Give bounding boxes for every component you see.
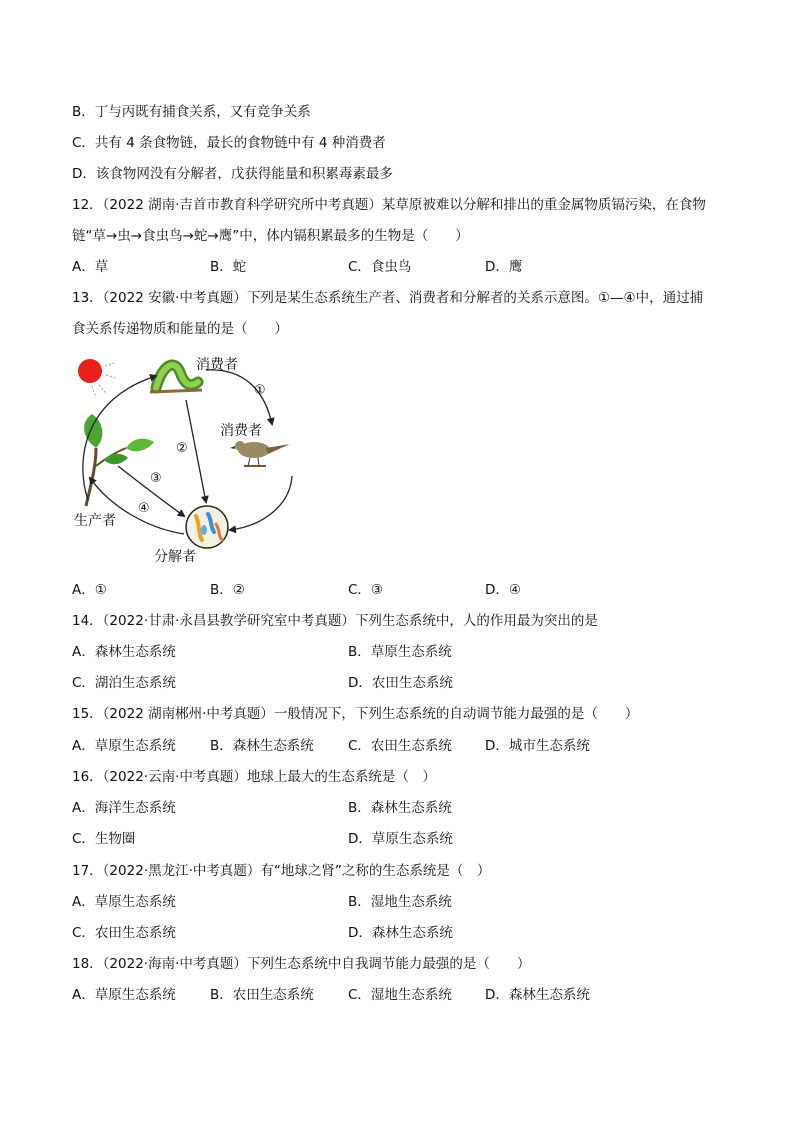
consumer-label-2: 消费者 [220, 423, 262, 439]
q15-option-a: A．草原生态系统 [72, 738, 176, 754]
q12-option-b: B．蛇 [210, 259, 247, 275]
q18-option-d: D．森林生态系统 [485, 987, 590, 1003]
plant-icon [84, 414, 154, 506]
q12-options [72, 257, 752, 277]
q17-stem: 17．（2022·黑龙江·中考真题）有“地球之肾”之称的生态系统是（ ） [72, 863, 491, 879]
q13-stem-line1: 13．（2022 安徽·中考真题）下列是某生态系统生产者、消费者和分解者的关系示意图。①—④中，通过捕 [72, 290, 704, 306]
q17-options-row1 [72, 892, 752, 912]
q16-option-c: C．生物圈 [72, 831, 136, 847]
q16-stem: 16．（2022·云南·中考真题）地球上最大的生态系统是（ ） [72, 769, 436, 785]
q13-options [72, 580, 752, 600]
q14-options-row1 [72, 642, 752, 662]
q12-stem-line1: 12．（2022 湖南·吉首市教育科学研究所中考真题）某草原被难以分解和排出的重金属物质镉污染，在食物 [72, 197, 706, 213]
decomposer-label: 分解者 [154, 549, 196, 565]
q15-option-c: C．农田生态系统 [348, 738, 452, 754]
q15-option-d: D．城市生态系统 [485, 738, 590, 754]
number-3: ③ [150, 471, 162, 486]
q14-stem: 14．（2022·甘肃·永昌县教学研究室中考真题）下列生态系统中，人的作用最为突出的是 [72, 613, 598, 629]
q16-option-d: D．草原生态系统 [348, 831, 453, 847]
q11-option-b: B．丁与丙既有捕食关系，又有竞争关系 [72, 104, 311, 120]
ecosystem-diagram [66, 348, 316, 570]
q16-option-b: B．森林生态系统 [348, 800, 452, 816]
q18-option-c: C．湿地生态系统 [348, 987, 452, 1003]
consumer-label-1: 消费者 [196, 357, 238, 373]
q18-option-b: B．农田生态系统 [210, 987, 314, 1003]
bird-icon [230, 441, 290, 466]
q17-option-a: A．草原生态系统 [72, 894, 176, 910]
microbe-icon [186, 506, 228, 548]
number-2: ② [176, 441, 188, 456]
q12-option-d: D．鹰 [485, 259, 523, 275]
q17-option-b: B．湿地生态系统 [348, 894, 452, 910]
q15-option-b: B．森林生态系统 [210, 738, 314, 754]
q11-option-d: D．该食物网没有分解者，戊获得能量和积累毒素最多 [72, 166, 393, 182]
q14-option-b: B．草原生态系统 [348, 644, 452, 660]
q15-options [72, 736, 752, 756]
q17-option-c: C．农田生态系统 [72, 925, 176, 941]
q13-stem-line2: 食关系传递物质和能量的是（ ） [72, 321, 288, 337]
q15-stem: 15．（2022 湖南郴州·中考真题）一般情况下，下列生态系统的自动调节能力最强的是（ ） [72, 706, 639, 722]
number-4: ④ [138, 501, 150, 516]
number-1: ① [254, 383, 266, 398]
q13-option-d: D．④ [485, 582, 521, 598]
q14-options-row2 [72, 673, 752, 693]
producer-label: 生产者 [74, 513, 116, 529]
q14-option-c: C．湖泊生态系统 [72, 675, 176, 691]
q17-options-row2 [72, 923, 752, 943]
q18-stem: 18．（2022·海南·中考真题）下列生态系统中自我调节能力最强的是（ ） [72, 956, 531, 972]
q17-option-d: D．森林生态系统 [348, 925, 453, 941]
caterpillar-icon [150, 365, 202, 392]
ecosystem-diagram-svg [66, 348, 316, 570]
q16-option-a: A．海洋生态系统 [72, 800, 176, 816]
q18-options [72, 985, 752, 1005]
q18-option-a: A．草原生态系统 [72, 987, 176, 1003]
sun-icon [78, 359, 116, 398]
q11-option-c: C．共有 4 条食物链，最长的食物链中有 4 种消费者 [72, 135, 386, 151]
q12-stem-line2: 链“草→虫→食虫鸟→蛇→鹰”中，体内镉积累最多的生物是（ ） [72, 228, 469, 244]
q13-option-a: A．① [72, 582, 107, 598]
q13-option-c: C．③ [348, 582, 384, 598]
q14-option-d: D．农田生态系统 [348, 675, 453, 691]
q12-option-c: C．食虫鸟 [348, 259, 412, 275]
q16-options-row1 [72, 798, 752, 818]
q12-option-a: A．草 [72, 259, 109, 275]
q14-option-a: A．森林生态系统 [72, 644, 176, 660]
q13-option-b: B．② [210, 582, 245, 598]
q16-options-row2 [72, 829, 752, 849]
